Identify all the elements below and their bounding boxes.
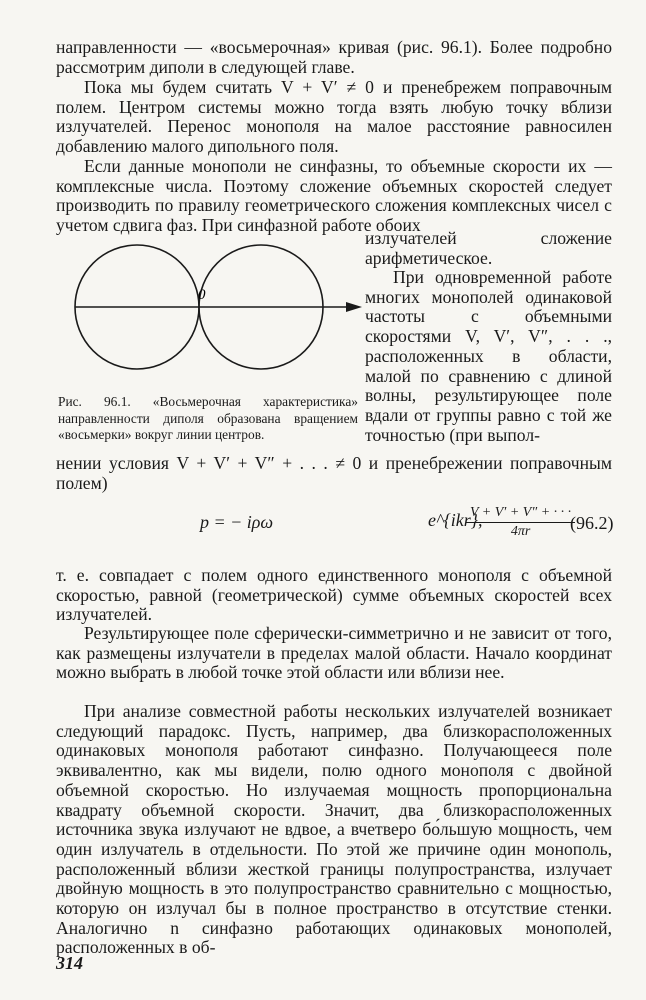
figure-96-1 [56,240,366,415]
paragraph-7: При анализе совместной работы нескольких излучателей возникает следующий парадокс. Пусть, например, два близкорасположенных одинаковых монополя работают синфазно. Получающееся поле эквивалентно, как мы видели, полю одного монополя с двойной объемной скоростью. Но излучаемая мощность пропорциональна квадрату объемной скорости. Значит, два близкорасположенных источника звука излучают не вдвое, а вчетверо бо́льшую мощность, чем один излучатель в отдельности. По этой же причине один монополь, расположенный вблизи жесткой границы полупространства, излучает двойную мощность в это полупространство сравнительно с мощностью, которую он излучал бы в полное пространство в отсутствие стенки. Аналогично n синфазно работающих одинаковых монополей, расположенных в об- [56,701,612,958]
formula-numerator: V + V′ + V″ + · · · [466,505,575,523]
paragraph-4-end: нении условия V + V′ + V″ + . . . ≠ 0 и пренебрежении поправочным полем) [56,453,612,493]
formula-number: (96.2) [570,513,614,533]
figure-caption: Рис. 96.1. «Восьмерочная характеристика» направленности диполя образована вращением «восьмерки» вокруг линии центров. [58,394,358,442]
paragraph-5: т. е. совпадает с полем одного единственного монополя с объемной скоростью, равной (геометрической) сумме объемных скоростей всех излучателей. [56,565,612,625]
formula-denominator: 4πr [510,524,531,539]
paragraph-3: Если данные монополи не синфазны, то объемные скорости их — комплексные числа. Поэтому сложение объемных скоростей следует производить по правилу геометрического сложения комплексных чисел с учетом сдвига фаз. При синфазной работе обоих [56,156,612,236]
paragraph-2: Пока мы будем считать V + V′ ≠ 0 и пренебрежем поправочным полем. Центром системы можно тогда взять любую точку вблизи излучателей. Перенос монополя на малое расстояние равносилен добавлению малого дипольного поля. [56,77,612,157]
formula-96-2 [200,505,612,545]
paragraph-6: Результирующее поле сферически-симметрично и не зависит от того, как размещены излучатели в пределах малой области. Начало координат можно выбрать в любой точке этой области или вблизи нее. [56,623,612,683]
paragraph-1: направленности — «восьмерочная» кривая (рис. 96.1). Более подробно рассмотрим диполи в следующей главе. [56,37,612,77]
paragraph-4-start: При одновременной работе многих монополей одинаковой частоты с объемными скоростями V, V′, V″, . . ., расположенных в области, малой по сравнению с длиной волны, результирующее поле вдали от группы равно с той же точностью (при выпол- [365,267,612,445]
origin-label: 0 [198,287,206,303]
formula-exponential: e^{ikr}, [428,510,483,530]
figure-eight-diagram [56,240,366,380]
paragraph-3-continuation: излучателей сложение арифметическое. [365,228,612,268]
axis-arrow-icon [346,302,362,312]
formula-lhs: p = − iρω [200,512,274,532]
page-number: 314 [56,953,83,973]
